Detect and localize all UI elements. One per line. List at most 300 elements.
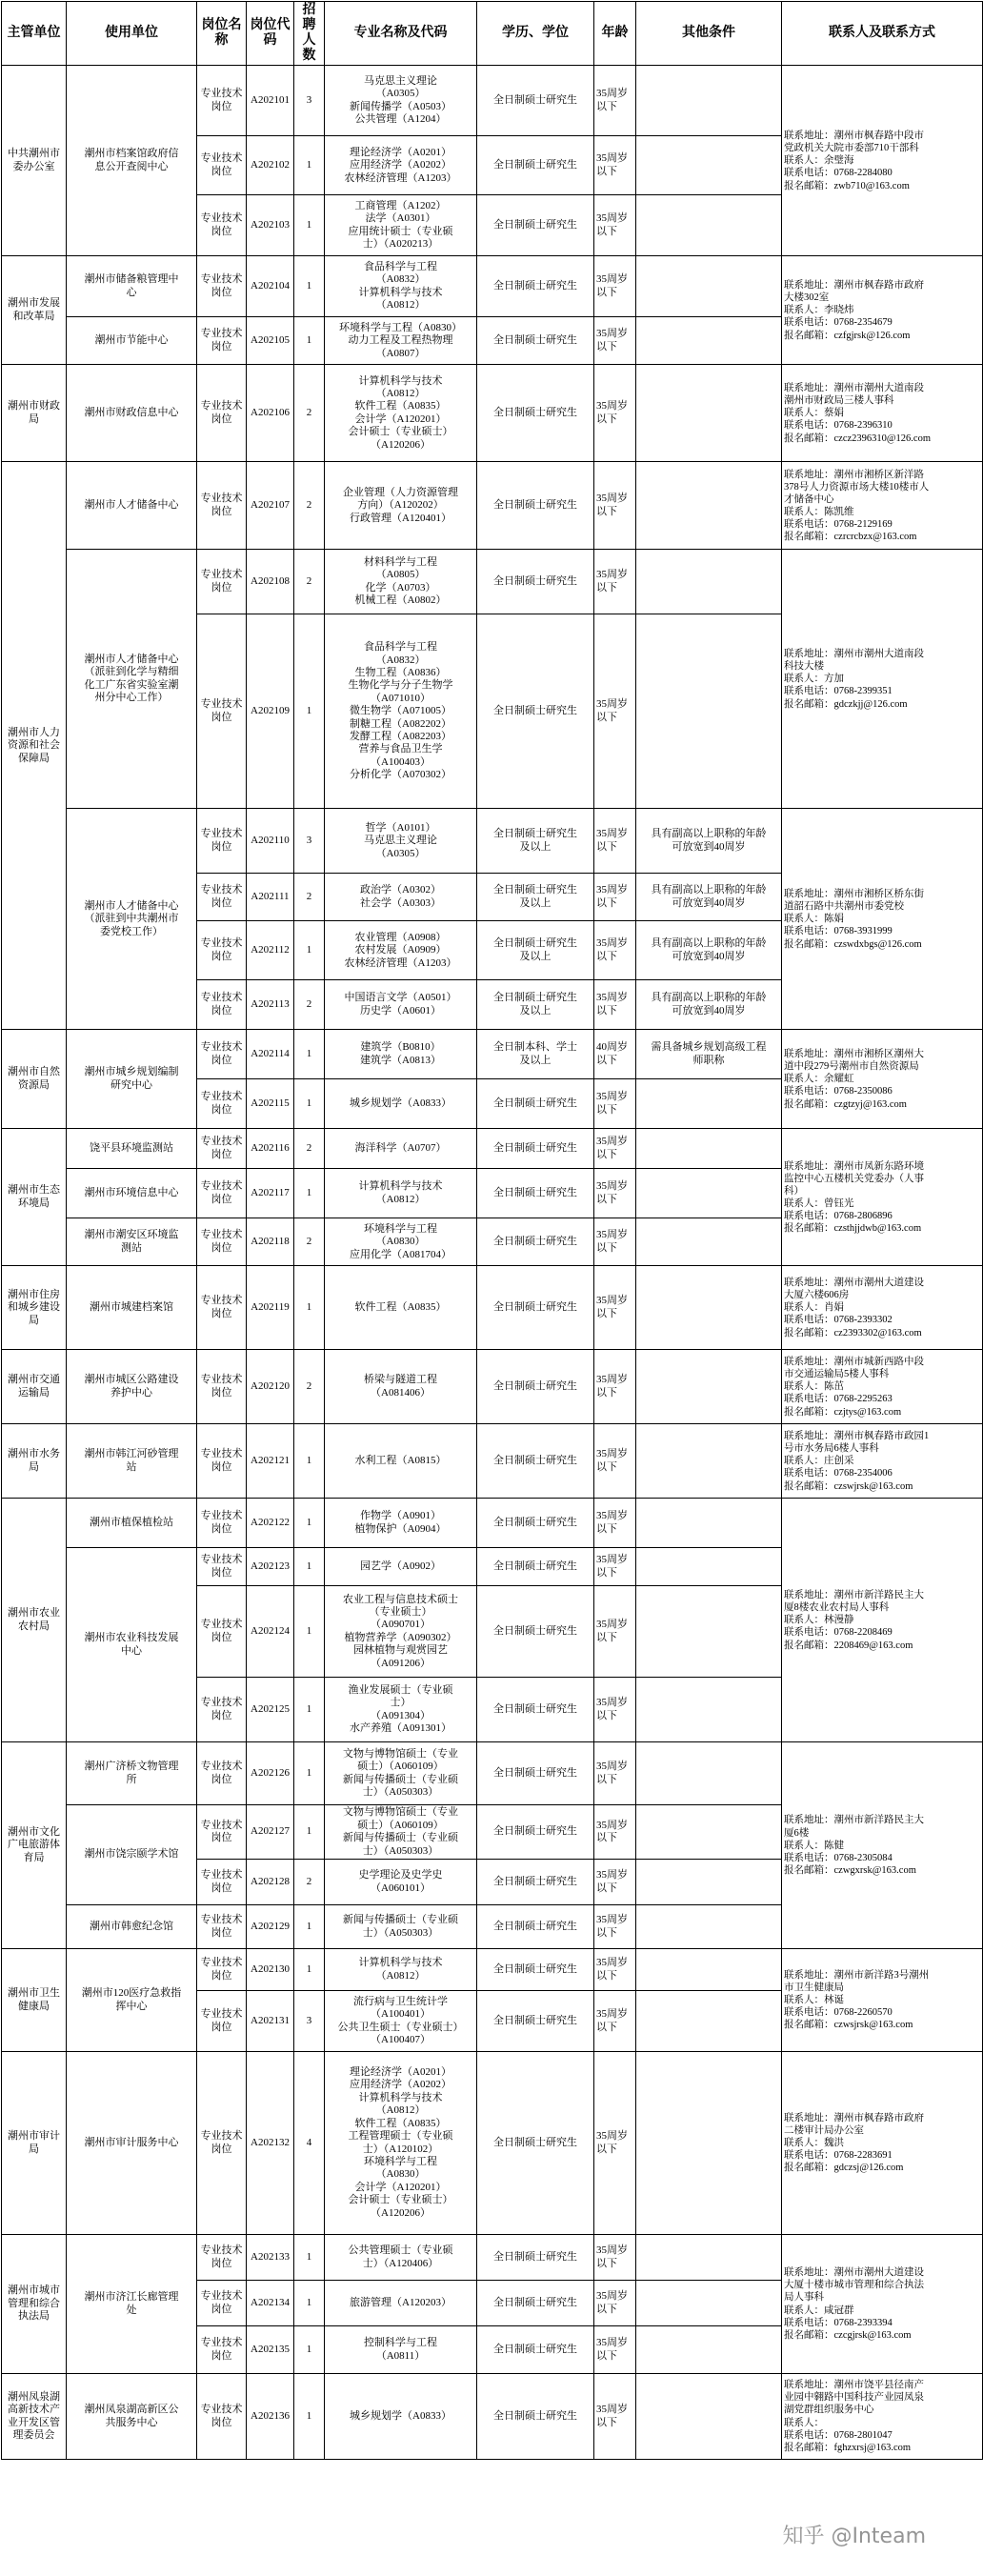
header-cell: 学历、学位 bbox=[477, 2, 594, 66]
position-code-cell: A202120 bbox=[247, 1350, 294, 1424]
header-cell: 使用单位 bbox=[67, 2, 197, 66]
position-code-cell: A202118 bbox=[247, 1218, 294, 1266]
position-name-cell: 专业技术 岗位 bbox=[197, 66, 247, 136]
other-conditions-cell bbox=[636, 1548, 782, 1586]
headcount-cell: 2 bbox=[294, 462, 325, 550]
headcount-cell: 2 bbox=[294, 980, 325, 1030]
table-row bbox=[2, 1424, 983, 1499]
position-code-cell: A202115 bbox=[247, 1079, 294, 1129]
education-cell: 全日制硕士研究生 bbox=[477, 365, 594, 462]
age-cell: 35周岁 以下 bbox=[594, 2326, 636, 2374]
position-name-cell: 专业技术 岗位 bbox=[197, 1586, 247, 1678]
headcount-cell: 1 bbox=[294, 1424, 325, 1499]
headcount-cell: 1 bbox=[294, 1548, 325, 1586]
majors-cell: 史学理论及史学史 （A060101） bbox=[325, 1860, 477, 1905]
other-conditions-cell bbox=[636, 1350, 782, 1424]
other-conditions-cell bbox=[636, 2235, 782, 2281]
majors-cell: 食品科学与工程 （A0832） 生物工程（A0836） 生物化学与分子生物学 （A071010） 微生物学（A071005） 制糖工程（A082202） 发酵工程（A082203） 营养与食品卫生学 （A100403） 分析化学（A070302） bbox=[325, 614, 477, 809]
age-cell: 35周岁 以下 bbox=[594, 1805, 636, 1860]
position-name-cell: 专业技术 岗位 bbox=[197, 1079, 247, 1129]
supervising-unit-cell: 潮州市水务 局 bbox=[2, 1424, 67, 1499]
position-name-cell: 专业技术 岗位 bbox=[197, 365, 247, 462]
other-conditions-cell: 具有副高以上职称的年龄 可放宽到40周岁 bbox=[636, 980, 782, 1030]
education-cell: 全日制硕士研究生 bbox=[477, 1678, 594, 1742]
headcount-cell: 1 bbox=[294, 2235, 325, 2281]
other-conditions-cell bbox=[636, 365, 782, 462]
position-name-cell: 专业技术 岗位 bbox=[197, 1905, 247, 1949]
headcount-cell: 1 bbox=[294, 1678, 325, 1742]
age-cell: 35周岁 以下 bbox=[594, 1424, 636, 1499]
position-code-cell: A202127 bbox=[247, 1805, 294, 1860]
education-cell: 全日制硕士研究生 bbox=[477, 1129, 594, 1169]
employing-unit-cell: 潮州市环境信息中心 bbox=[67, 1169, 197, 1218]
supervising-unit-cell: 潮州市财政 局 bbox=[2, 365, 67, 462]
table-row bbox=[2, 365, 983, 462]
supervising-unit-cell: 潮州市文化 广电旅游体 育局 bbox=[2, 1742, 67, 1949]
education-cell: 全日制硕士研究生 bbox=[477, 195, 594, 256]
employing-unit-cell: 潮州市城建档案馆 bbox=[67, 1266, 197, 1350]
age-cell: 35周岁 以下 bbox=[594, 1860, 636, 1905]
majors-cell: 水利工程（A0815） bbox=[325, 1424, 477, 1499]
header-cell: 专业名称及代码 bbox=[325, 2, 477, 66]
position-code-cell: A202131 bbox=[247, 1991, 294, 2052]
supervising-unit-cell: 潮州市审计 局 bbox=[2, 2052, 67, 2235]
position-code-cell: A202114 bbox=[247, 1030, 294, 1079]
headcount-cell: 2 bbox=[294, 1350, 325, 1424]
majors-cell: 计算机科学与技术 （A0812） bbox=[325, 1949, 477, 1991]
headcount-cell: 1 bbox=[294, 256, 325, 317]
table-row bbox=[2, 256, 983, 317]
table-row bbox=[2, 1949, 983, 1991]
contact-cell: 联系地址：潮州市潮州大道建设 大厦六楼606房 联系人：肖娟 联系电话：0768-2393302 报名邮箱：cz2393302@163.com bbox=[782, 1266, 983, 1350]
position-name-cell: 专业技术 岗位 bbox=[197, 1424, 247, 1499]
position-code-cell: A202135 bbox=[247, 2326, 294, 2374]
position-code-cell: A202125 bbox=[247, 1678, 294, 1742]
education-cell: 全日制硕士研究生 bbox=[477, 1805, 594, 1860]
position-code-cell: A202107 bbox=[247, 462, 294, 550]
majors-cell: 海洋科学（A0707） bbox=[325, 1129, 477, 1169]
position-name-cell: 专业技术 岗位 bbox=[197, 1742, 247, 1805]
age-cell: 35周岁 以下 bbox=[594, 874, 636, 921]
employing-unit-cell: 潮州凤泉湖高新区公 共服务中心 bbox=[67, 2374, 197, 2460]
age-cell: 35周岁 以下 bbox=[594, 1949, 636, 1991]
position-name-cell: 专业技术 岗位 bbox=[197, 1350, 247, 1424]
education-cell: 全日制硕士研究生 bbox=[477, 1218, 594, 1266]
employing-unit-cell: 潮州市储备粮管理中 心 bbox=[67, 256, 197, 317]
position-name-cell: 专业技术 岗位 bbox=[197, 1678, 247, 1742]
header-cell: 岗位名称 bbox=[197, 2, 247, 66]
other-conditions-cell bbox=[636, 1742, 782, 1805]
age-cell: 35周岁 以下 bbox=[594, 2281, 636, 2326]
headcount-cell: 1 bbox=[294, 195, 325, 256]
majors-cell: 旅游管理（A120203） bbox=[325, 2281, 477, 2326]
other-conditions-cell bbox=[636, 1218, 782, 1266]
majors-cell: 控制科学与工程 （A0811） bbox=[325, 2326, 477, 2374]
position-name-cell: 专业技术 岗位 bbox=[197, 1548, 247, 1586]
employing-unit-cell: 潮州市韩愈纪念馆 bbox=[67, 1905, 197, 1949]
headcount-cell: 2 bbox=[294, 1218, 325, 1266]
education-cell: 全日制硕士研究生 及以上 bbox=[477, 809, 594, 874]
position-name-cell: 专业技术 岗位 bbox=[197, 1499, 247, 1548]
table-row bbox=[2, 66, 983, 136]
headcount-cell: 1 bbox=[294, 1586, 325, 1678]
supervising-unit-cell: 潮州市住房 和城乡建设 局 bbox=[2, 1266, 67, 1350]
position-name-cell: 专业技术 岗位 bbox=[197, 2281, 247, 2326]
contact-cell: 联系地址：潮州市湘桥区新洋路 378号人力资源市场大楼10楼市人 才储备中心 联系人：陈凯维 联系电话：0768-2129169 报名邮箱：czrcrcbzx@163.com bbox=[782, 462, 983, 550]
majors-cell: 新闻与传播硕士（专业硕 士）（A050303） bbox=[325, 1905, 477, 1949]
position-code-cell: A202123 bbox=[247, 1548, 294, 1586]
age-cell: 35周岁 以下 bbox=[594, 1129, 636, 1169]
table-row bbox=[2, 2374, 983, 2460]
employing-unit-cell: 潮州市人才储备中心 bbox=[67, 462, 197, 550]
other-conditions-cell bbox=[636, 66, 782, 136]
other-conditions-cell: 具有副高以上职称的年龄 可放宽到40周岁 bbox=[636, 921, 782, 980]
other-conditions-cell bbox=[636, 1586, 782, 1678]
position-name-cell: 专业技术 岗位 bbox=[197, 809, 247, 874]
position-name-cell: 专业技术 岗位 bbox=[197, 1266, 247, 1350]
employing-unit-cell: 潮州市韩江河砂管理 站 bbox=[67, 1424, 197, 1499]
headcount-cell: 3 bbox=[294, 66, 325, 136]
employing-unit-cell: 潮州市人才储备中心 （派驻到中共潮州市 委党校工作） bbox=[67, 809, 197, 1030]
position-code-cell: A202110 bbox=[247, 809, 294, 874]
position-name-cell: 专业技术 岗位 bbox=[197, 317, 247, 365]
other-conditions-cell bbox=[636, 2052, 782, 2235]
contact-cell: 联系地址：潮州市枫春路市政府 大楼302室 联系人：李晓炜 联系电话：0768-2354679 报名邮箱：czfgjrsk@126.com bbox=[782, 256, 983, 365]
contact-cell: 联系地址：潮州市潮州大道南段 潮州市财政局三楼人事科 联系人：蔡娟 联系电话：0768-2396310 报名邮箱：czcz2396310@126.com bbox=[782, 365, 983, 462]
other-conditions-cell bbox=[636, 1805, 782, 1860]
education-cell: 全日制本科、学士 及以上 bbox=[477, 1030, 594, 1079]
other-conditions-cell bbox=[636, 1949, 782, 1991]
employing-unit-cell: 潮州市档案馆政府信 息公开查阅中心 bbox=[67, 66, 197, 256]
employing-unit-cell: 潮州市财政信息中心 bbox=[67, 365, 197, 462]
majors-cell: 哲学（A0101） 马克思主义理论 （A0305） bbox=[325, 809, 477, 874]
position-code-cell: A202113 bbox=[247, 980, 294, 1030]
majors-cell: 中国语言文学（A0501） 历史学（A0601） bbox=[325, 980, 477, 1030]
majors-cell: 文物与博物馆硕士（专业 硕士）（A060109） 新闻与传播硕士（专业硕 士）（A050303） bbox=[325, 1742, 477, 1805]
other-conditions-cell bbox=[636, 1424, 782, 1499]
position-code-cell: A202101 bbox=[247, 66, 294, 136]
headcount-cell: 3 bbox=[294, 1991, 325, 2052]
other-conditions-cell bbox=[636, 136, 782, 195]
age-cell: 35周岁 以下 bbox=[594, 1218, 636, 1266]
education-cell: 全日制硕士研究生 bbox=[477, 1424, 594, 1499]
majors-cell: 桥梁与隧道工程 （A081406） bbox=[325, 1350, 477, 1424]
contact-cell: 联系地址：潮州市枫春路市政府 二楼审计局办公室 联系人：魏洪 联系电话：0768-2283691 报名邮箱：gdczsj@126.com bbox=[782, 2052, 983, 2235]
age-cell: 35周岁 以下 bbox=[594, 1742, 636, 1805]
education-cell: 全日制硕士研究生 bbox=[477, 2281, 594, 2326]
age-cell: 35周岁 以下 bbox=[594, 1548, 636, 1586]
table-row bbox=[2, 1499, 983, 1548]
age-cell: 35周岁 以下 bbox=[594, 921, 636, 980]
table-row bbox=[2, 2052, 983, 2235]
education-cell: 全日制硕士研究生 bbox=[477, 2326, 594, 2374]
position-code-cell: A202116 bbox=[247, 1129, 294, 1169]
education-cell: 全日制硕士研究生 bbox=[477, 1586, 594, 1678]
majors-cell: 理论经济学（A0201） 应用经济学（A0202） 农林经济管理（A1203） bbox=[325, 136, 477, 195]
supervising-unit-cell: 潮州市交通 运输局 bbox=[2, 1350, 67, 1424]
education-cell: 全日制硕士研究生 bbox=[477, 2374, 594, 2460]
other-conditions-cell: 需具备城乡规划高级工程 师职称 bbox=[636, 1030, 782, 1079]
position-code-cell: A202132 bbox=[247, 2052, 294, 2235]
majors-cell: 作物学（A0901） 植物保护（A0904） bbox=[325, 1499, 477, 1548]
contact-cell: 联系地址：潮州市枫春路市政园1 号市水务局6楼人事科 联系人：庄创采 联系电话：0768-2354006 报名邮箱：czswjrsk@163.com bbox=[782, 1424, 983, 1499]
education-cell: 全日制硕士研究生 bbox=[477, 462, 594, 550]
supervising-unit-cell: 潮州市发展 和改革局 bbox=[2, 256, 67, 365]
contact-cell: 联系地址：潮州市新洋路民主大 厦8楼农业农村局人事科 联系人：林漫静 联系电话：0768-2208469 报名邮箱：2208469@163.com bbox=[782, 1499, 983, 1742]
age-cell: 35周岁 以下 bbox=[594, 980, 636, 1030]
age-cell: 35周岁 以下 bbox=[594, 365, 636, 462]
position-code-cell: A202108 bbox=[247, 550, 294, 614]
position-code-cell: A202112 bbox=[247, 921, 294, 980]
contact-cell: 联系地址：潮州市潮州大道建设 大厦十楼市城市管理和综合执法 局人事科 联系人：咸冠群 联系电话：0768-2393394 报名邮箱：czcgjrsk@163.com bbox=[782, 2235, 983, 2374]
majors-cell: 计算机科学与技术 （A0812） 软件工程（A0835） 会计学（A120201） 会计硕士（专业硕士） （A120206） bbox=[325, 365, 477, 462]
age-cell: 35周岁 以下 bbox=[594, 462, 636, 550]
age-cell: 35周岁 以下 bbox=[594, 136, 636, 195]
header-cell: 联系人及联系方式 bbox=[782, 2, 983, 66]
position-code-cell: A202105 bbox=[247, 317, 294, 365]
table-row bbox=[2, 1129, 983, 1169]
other-conditions-cell bbox=[636, 1678, 782, 1742]
table-row bbox=[2, 1266, 983, 1350]
education-cell: 全日制硕士研究生 bbox=[477, 1079, 594, 1129]
position-name-cell: 专业技术 岗位 bbox=[197, 136, 247, 195]
majors-cell: 环境科学与工程（A0830） 动力工程及工程热物理 （A0807） bbox=[325, 317, 477, 365]
supervising-unit-cell: 潮州凤泉湖 高新技术产 业开发区管 理委员会 bbox=[2, 2374, 67, 2460]
age-cell: 35周岁 以下 bbox=[594, 614, 636, 809]
headcount-cell: 1 bbox=[294, 1266, 325, 1350]
table-row bbox=[2, 462, 983, 550]
majors-cell: 理论经济学（A0201） 应用经济学（A0202） 计算机科学与技术 （A0812） 软件工程（A0835） 工程管理硕士（专业硕 士）（A120102） 环境科学与工程 （A0830） 会计学（A120201） 会计硕士（专业硕士） （A120206） bbox=[325, 2052, 477, 2235]
education-cell: 全日制硕士研究生 及以上 bbox=[477, 980, 594, 1030]
other-conditions-cell bbox=[636, 614, 782, 809]
majors-cell: 工商管理（A1202） 法学（A0301） 应用统计硕士（专业硕 士）（A020213） bbox=[325, 195, 477, 256]
majors-cell: 农业工程与信息技术硕士 （专业硕士） （A090701） 植物营养学（A090302） 园林植物与观赏园艺 （A091206） bbox=[325, 1586, 477, 1678]
supervising-unit-cell: 潮州市城市 管理和综合 执法局 bbox=[2, 2235, 67, 2374]
majors-cell: 流行病与卫生统计学 （A100401） 公共卫生硕士（专业硕士） （A100407） bbox=[325, 1991, 477, 2052]
other-conditions-cell bbox=[636, 317, 782, 365]
education-cell: 全日制硕士研究生 bbox=[477, 256, 594, 317]
headcount-cell: 1 bbox=[294, 2281, 325, 2326]
education-cell: 全日制硕士研究生 bbox=[477, 1949, 594, 1991]
table-row bbox=[2, 1742, 983, 1805]
age-cell: 40周岁 以下 bbox=[594, 1030, 636, 1079]
supervising-unit-cell: 中共潮州市 委办公室 bbox=[2, 66, 67, 256]
education-cell: 全日制硕士研究生 bbox=[477, 2235, 594, 2281]
position-code-cell: A202106 bbox=[247, 365, 294, 462]
position-name-cell: 专业技术 岗位 bbox=[197, 2235, 247, 2281]
employing-unit-cell: 潮州市济江长廊管理 处 bbox=[67, 2235, 197, 2374]
watermark-text: 知乎 @Inteam bbox=[782, 2525, 926, 2548]
headcount-cell: 2 bbox=[294, 874, 325, 921]
position-name-cell: 专业技术 岗位 bbox=[197, 550, 247, 614]
position-code-cell: A202124 bbox=[247, 1586, 294, 1678]
employing-unit-cell: 饶平县环境监测站 bbox=[67, 1129, 197, 1169]
employing-unit-cell: 潮州市农业科技发展 中心 bbox=[67, 1548, 197, 1742]
age-cell: 35周岁 以下 bbox=[594, 1678, 636, 1742]
position-name-cell: 专业技术 岗位 bbox=[197, 256, 247, 317]
contact-cell: 联系地址：潮州市城新西路中段 市交通运输局5楼人事科 联系人：陈茁 联系电话：0768-2295263 报名邮箱：czjtys@163.com bbox=[782, 1350, 983, 1424]
headcount-cell: 1 bbox=[294, 1499, 325, 1548]
position-name-cell: 专业技术 岗位 bbox=[197, 1991, 247, 2052]
headcount-cell: 2 bbox=[294, 365, 325, 462]
other-conditions-cell bbox=[636, 1991, 782, 2052]
headcount-cell: 1 bbox=[294, 1949, 325, 1991]
table-row bbox=[2, 1030, 983, 1079]
position-name-cell: 专业技术 岗位 bbox=[197, 462, 247, 550]
majors-cell: 企业管理（人力资源管理 方向）（A120202） 行政管理（A120401） bbox=[325, 462, 477, 550]
education-cell: 全日制硕士研究生 bbox=[477, 1991, 594, 2052]
majors-cell: 城乡规划学（A0833） bbox=[325, 2374, 477, 2460]
majors-cell: 材料科学与工程 （A0805） 化学（A0703） 机械工程（A0802） bbox=[325, 550, 477, 614]
other-conditions-cell bbox=[636, 1860, 782, 1905]
other-conditions-cell bbox=[636, 1169, 782, 1218]
age-cell: 35周岁 以下 bbox=[594, 1991, 636, 2052]
employing-unit-cell: 潮州市节能中心 bbox=[67, 317, 197, 365]
position-name-cell: 专业技术 岗位 bbox=[197, 874, 247, 921]
education-cell: 全日制硕士研究生 bbox=[477, 1350, 594, 1424]
position-code-cell: A202129 bbox=[247, 1905, 294, 1949]
position-name-cell: 专业技术 岗位 bbox=[197, 1860, 247, 1905]
majors-cell: 公共管理硕士（专业硕 士）（A120406） bbox=[325, 2235, 477, 2281]
age-cell: 35周岁 以下 bbox=[594, 2052, 636, 2235]
position-code-cell: A202122 bbox=[247, 1499, 294, 1548]
headcount-cell: 1 bbox=[294, 614, 325, 809]
position-name-cell: 专业技术 岗位 bbox=[197, 2052, 247, 2235]
headcount-cell: 1 bbox=[294, 2374, 325, 2460]
majors-cell: 园艺学（A0902） bbox=[325, 1548, 477, 1586]
majors-cell: 计算机科学与技术 （A0812） bbox=[325, 1169, 477, 1218]
position-code-cell: A202104 bbox=[247, 256, 294, 317]
contact-cell: 联系地址：潮州市湘桥区桥东街 道韶石路中共潮州市委党校 联系人：陈娟 联系电话：0768-3931999 报名邮箱：czswdxbgs@126.com bbox=[782, 809, 983, 1030]
education-cell: 全日制硕士研究生 bbox=[477, 66, 594, 136]
majors-cell: 建筑学（B0810） 建筑学（A0813） bbox=[325, 1030, 477, 1079]
position-code-cell: A202103 bbox=[247, 195, 294, 256]
age-cell: 35周岁 以下 bbox=[594, 550, 636, 614]
supervising-unit-cell: 潮州市农业 农村局 bbox=[2, 1499, 67, 1742]
header-cell: 招聘人数 bbox=[294, 2, 325, 66]
headcount-cell: 2 bbox=[294, 1129, 325, 1169]
majors-cell: 农业管理（A0908） 农村发展（A0909） 农林经济管理（A1203） bbox=[325, 921, 477, 980]
position-code-cell: A202111 bbox=[247, 874, 294, 921]
other-conditions-cell bbox=[636, 256, 782, 317]
education-cell: 全日制硕士研究生 bbox=[477, 1266, 594, 1350]
headcount-cell: 1 bbox=[294, 1742, 325, 1805]
age-cell: 35周岁 以下 bbox=[594, 1586, 636, 1678]
headcount-cell: 3 bbox=[294, 809, 325, 874]
position-code-cell: A202117 bbox=[247, 1169, 294, 1218]
employing-unit-cell: 潮州市城乡规划编制 研究中心 bbox=[67, 1030, 197, 1129]
education-cell: 全日制硕士研究生 bbox=[477, 1548, 594, 1586]
other-conditions-cell bbox=[636, 550, 782, 614]
position-code-cell: A202121 bbox=[247, 1424, 294, 1499]
age-cell: 35周岁 以下 bbox=[594, 317, 636, 365]
header-cell: 其他条件 bbox=[636, 2, 782, 66]
headcount-cell: 1 bbox=[294, 2326, 325, 2374]
other-conditions-cell bbox=[636, 2326, 782, 2374]
age-cell: 35周岁 以下 bbox=[594, 809, 636, 874]
other-conditions-cell: 具有副高以上职称的年龄 可放宽到40周岁 bbox=[636, 874, 782, 921]
age-cell: 35周岁 以下 bbox=[594, 195, 636, 256]
education-cell: 全日制硕士研究生 bbox=[477, 1860, 594, 1905]
other-conditions-cell bbox=[636, 1905, 782, 1949]
age-cell: 35周岁 以下 bbox=[594, 1350, 636, 1424]
education-cell: 全日制硕士研究生 bbox=[477, 1169, 594, 1218]
employing-unit-cell: 潮州市城区公路建设 养护中心 bbox=[67, 1350, 197, 1424]
majors-cell: 渔业发展硕士（专业硕 士） （A091304） 水产养殖（A091301） bbox=[325, 1678, 477, 1742]
position-code-cell: A202130 bbox=[247, 1949, 294, 1991]
position-name-cell: 专业技术 岗位 bbox=[197, 2374, 247, 2460]
supervising-unit-cell: 潮州市人力 资源和社会 保障局 bbox=[2, 462, 67, 1030]
age-cell: 35周岁 以下 bbox=[594, 1169, 636, 1218]
supervising-unit-cell: 潮州市卫生 健康局 bbox=[2, 1949, 67, 2052]
majors-cell: 环境科学与工程 （A0830） 应用化学（A081704） bbox=[325, 1218, 477, 1266]
position-name-cell: 专业技术 岗位 bbox=[197, 921, 247, 980]
education-cell: 全日制硕士研究生 bbox=[477, 1742, 594, 1805]
employing-unit-cell: 潮州市审计服务中心 bbox=[67, 2052, 197, 2235]
contact-cell: 联系地址：潮州市湘桥区潮州大 道中段279号潮州市自然资源局 联系人：余耀虹 联系电话：0768-2350086 报名邮箱：czgtzyj@163.com bbox=[782, 1030, 983, 1129]
table-row bbox=[2, 1350, 983, 1424]
other-conditions-cell bbox=[636, 462, 782, 550]
other-conditions-cell bbox=[636, 1499, 782, 1548]
headcount-cell: 2 bbox=[294, 550, 325, 614]
table-row bbox=[2, 550, 983, 614]
other-conditions-cell bbox=[636, 2281, 782, 2326]
education-cell: 全日制硕士研究生 bbox=[477, 614, 594, 809]
majors-cell: 软件工程（A0835） bbox=[325, 1266, 477, 1350]
position-code-cell: A202102 bbox=[247, 136, 294, 195]
majors-cell: 城乡规划学（A0833） bbox=[325, 1079, 477, 1129]
contact-cell: 联系地址：潮州市凤新东路环境 监控中心五楼机关党委办（人事 科） 联系人：曾钰光 联系电话：0768-2806896 报名邮箱：czsthjjdwb@163.com bbox=[782, 1129, 983, 1266]
header-cell: 岗位代码 bbox=[247, 2, 294, 66]
age-cell: 35周岁 以下 bbox=[594, 2235, 636, 2281]
headcount-cell: 1 bbox=[294, 1169, 325, 1218]
education-cell: 全日制硕士研究生 bbox=[477, 136, 594, 195]
supervising-unit-cell: 潮州市自然 资源局 bbox=[2, 1030, 67, 1129]
position-code-cell: A202119 bbox=[247, 1266, 294, 1350]
other-conditions-cell bbox=[636, 1079, 782, 1129]
education-cell: 全日制硕士研究生 bbox=[477, 1905, 594, 1949]
majors-cell: 食品科学与工程 （A0832） 计算机科学与技术 （A0812） bbox=[325, 256, 477, 317]
headcount-cell: 1 bbox=[294, 921, 325, 980]
table-body bbox=[2, 66, 983, 2460]
position-name-cell: 专业技术 岗位 bbox=[197, 1949, 247, 1991]
age-cell: 35周岁 以下 bbox=[594, 1266, 636, 1350]
position-code-cell: A202126 bbox=[247, 1742, 294, 1805]
headcount-cell: 1 bbox=[294, 136, 325, 195]
other-conditions-cell bbox=[636, 2374, 782, 2460]
age-cell: 35周岁 以下 bbox=[594, 1905, 636, 1949]
headcount-cell: 1 bbox=[294, 317, 325, 365]
employing-unit-cell: 潮州市潮安区环境监 测站 bbox=[67, 1218, 197, 1266]
employing-unit-cell: 潮州市植保植检站 bbox=[67, 1499, 197, 1548]
age-cell: 35周岁 以下 bbox=[594, 66, 636, 136]
position-name-cell: 专业技术 岗位 bbox=[197, 1218, 247, 1266]
position-code-cell: A202133 bbox=[247, 2235, 294, 2281]
age-cell: 35周岁 以下 bbox=[594, 1499, 636, 1548]
position-name-cell: 专业技术 岗位 bbox=[197, 614, 247, 809]
other-conditions-cell: 具有副高以上职称的年龄 可放宽到40周岁 bbox=[636, 809, 782, 874]
education-cell: 全日制硕士研究生 及以上 bbox=[477, 921, 594, 980]
position-name-cell: 专业技术 岗位 bbox=[197, 980, 247, 1030]
position-name-cell: 专业技术 岗位 bbox=[197, 1129, 247, 1169]
majors-cell: 政治学（A0302） 社会学（A0303） bbox=[325, 874, 477, 921]
position-name-cell: 专业技术 岗位 bbox=[197, 1030, 247, 1079]
contact-cell: 联系地址：潮州市新洋路3号潮州 市卫生健康局 联系人：林诞 联系电话：0768-2260570 报名邮箱：czwsjrsk@163.com bbox=[782, 1949, 983, 2052]
other-conditions-cell bbox=[636, 1266, 782, 1350]
position-code-cell: A202136 bbox=[247, 2374, 294, 2460]
headcount-cell: 4 bbox=[294, 2052, 325, 2235]
employing-unit-cell: 潮州市120医疗急救指 挥中心 bbox=[67, 1949, 197, 2052]
